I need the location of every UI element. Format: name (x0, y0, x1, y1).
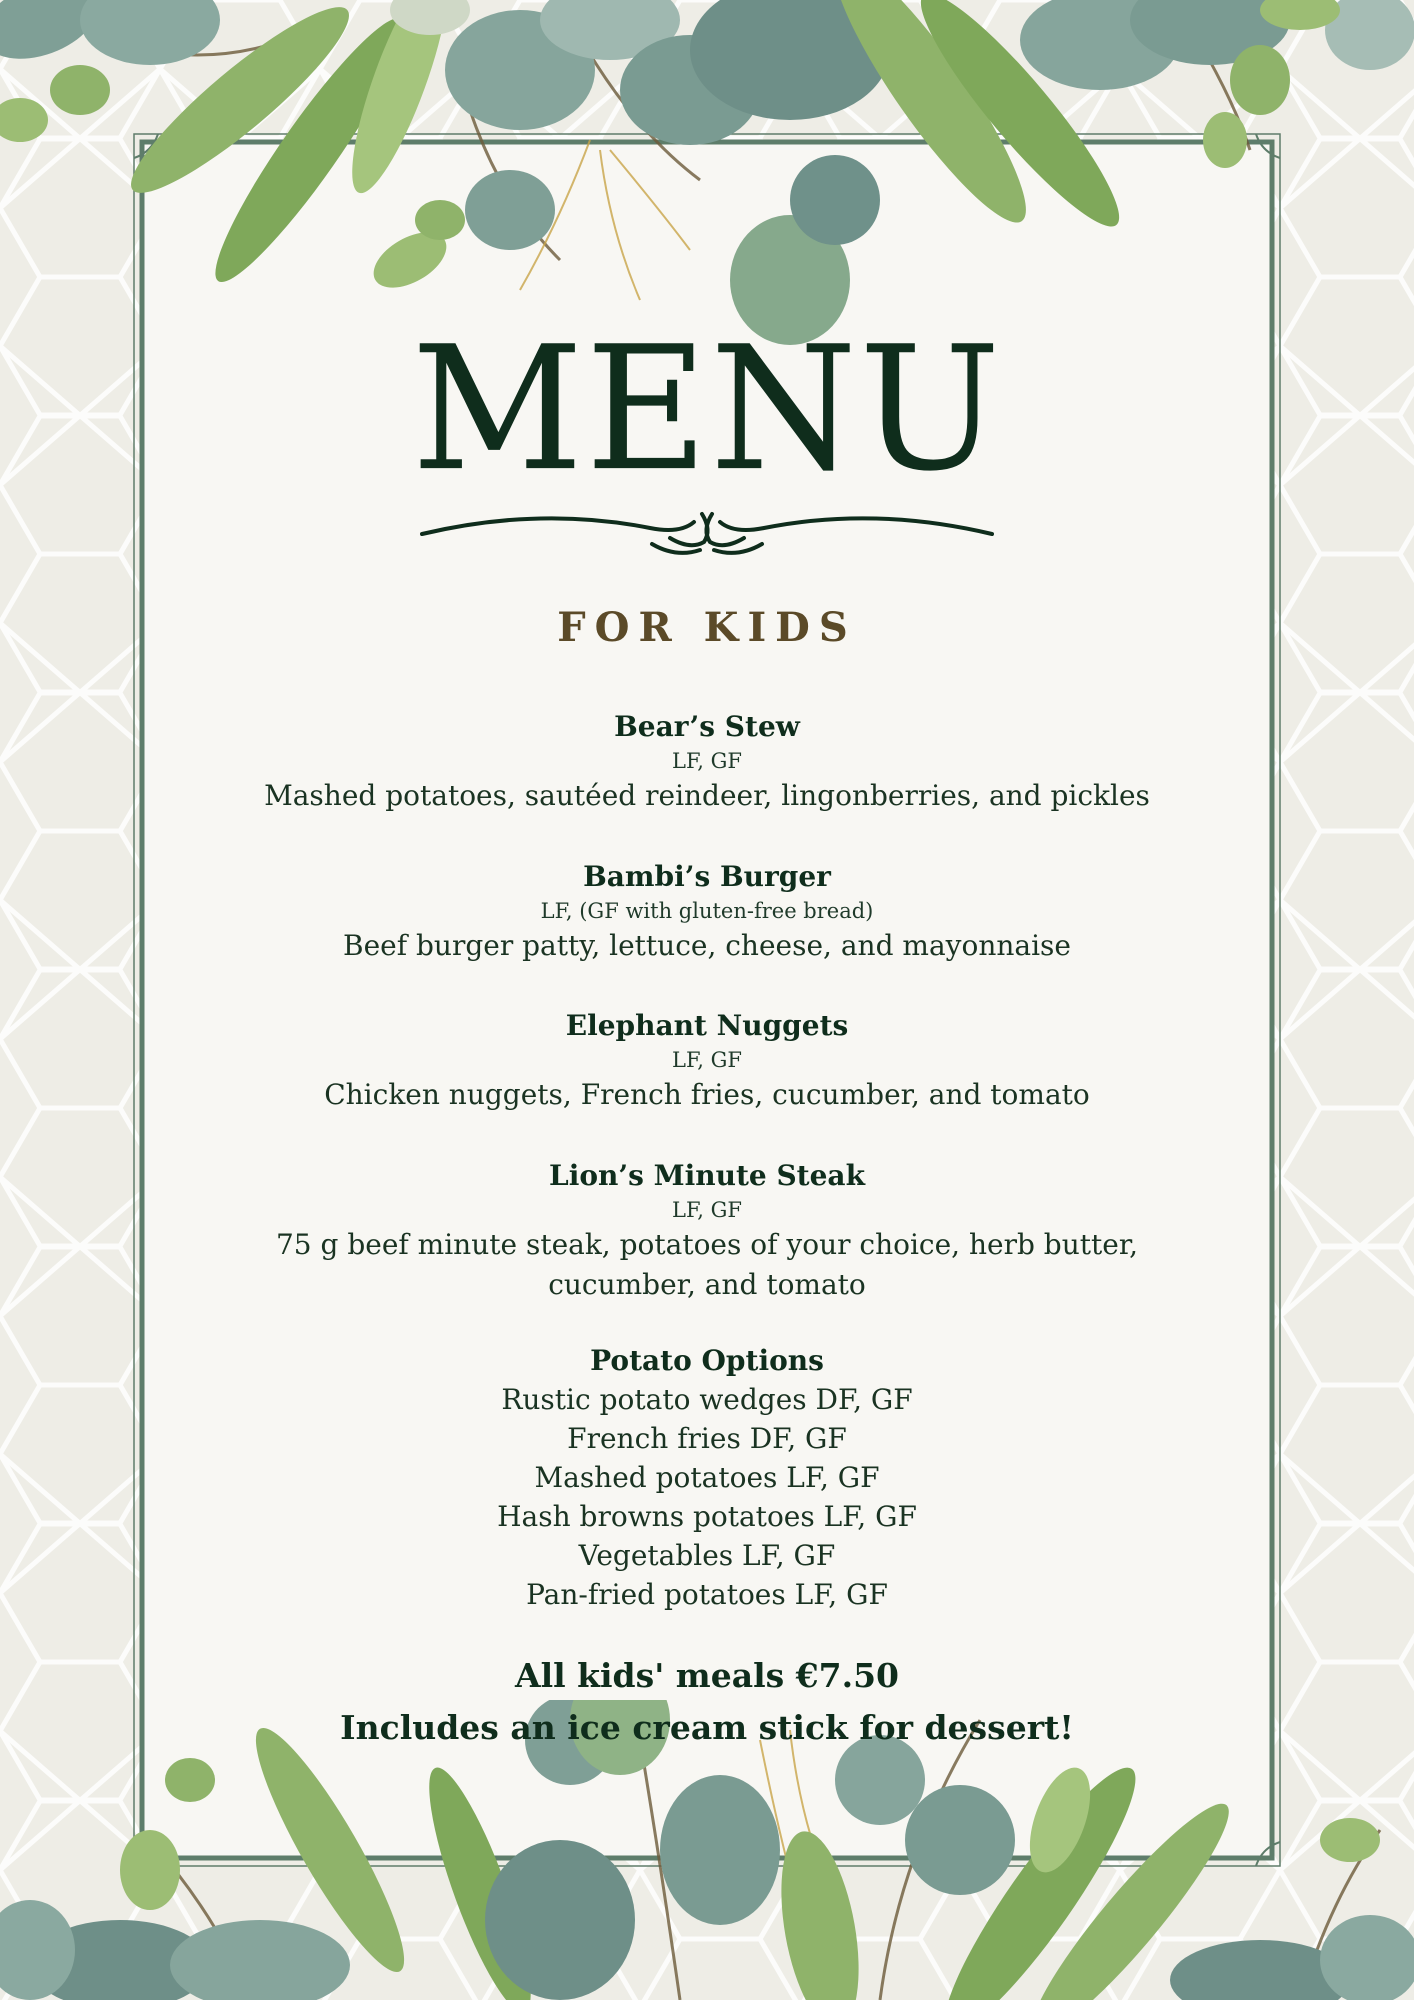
dessert-note: Includes an ice cream stick for dessert! (340, 1708, 1074, 1747)
menu-subtitle: FOR KIDS (557, 604, 857, 651)
potato-option: French fries DF, GF (567, 1422, 847, 1455)
menu-item-description: Beef burger patty, lettuce, cheese, and mayonnaise (343, 929, 1071, 962)
menu-item-name: Bambi’s Burger (583, 860, 831, 893)
menu-item-name: Lion’s Minute Steak (549, 1159, 865, 1192)
menu-item-name: Elephant Nuggets (565, 1009, 849, 1042)
menu-item-description: Chicken nuggets, French fries, cucumber, and tomato (324, 1078, 1090, 1111)
eucalyptus-leaves-top-decoration (0, 0, 1414, 360)
potato-options-title: Potato Options (590, 1344, 824, 1377)
menu-item (142, 1007, 1272, 1115)
menu-item-dietary-tags: LF, GF (672, 749, 742, 773)
menu-item-name: Bear’s Stew (614, 710, 800, 743)
menu-title: MENU (411, 309, 1003, 509)
price-note: All kids' meals €7.50 (514, 1656, 900, 1695)
potato-option: Rustic potato wedges DF, GF (501, 1383, 913, 1416)
potato-option: Vegetables LF, GF (578, 1539, 836, 1572)
menu-item (142, 1157, 1272, 1305)
potato-options-section (142, 1342, 1272, 1614)
menu-item-dietary-tags: LF, GF (672, 1198, 742, 1222)
ornamental-divider (420, 500, 994, 560)
potato-option: Mashed potatoes LF, GF (534, 1461, 880, 1494)
menu-item (142, 708, 1272, 816)
menu-item-dietary-tags: LF, GF (672, 1048, 742, 1072)
menu-item-description-line: 75 g beef minute steak, potatoes of your choice, herb butter, (275, 1228, 1139, 1261)
potato-option: Pan-fried potatoes LF, GF (526, 1578, 888, 1611)
menu-item-description: Mashed potatoes, sautéed reindeer, lingonberries, and pickles (264, 779, 1150, 812)
potato-option: Hash browns potatoes LF, GF (497, 1500, 917, 1533)
menu-item-description-line: cucumber, and tomato (548, 1268, 866, 1301)
menu-item (142, 858, 1272, 966)
menu-item-dietary-tags: LF, (GF with gluten-free bread) (540, 899, 874, 923)
